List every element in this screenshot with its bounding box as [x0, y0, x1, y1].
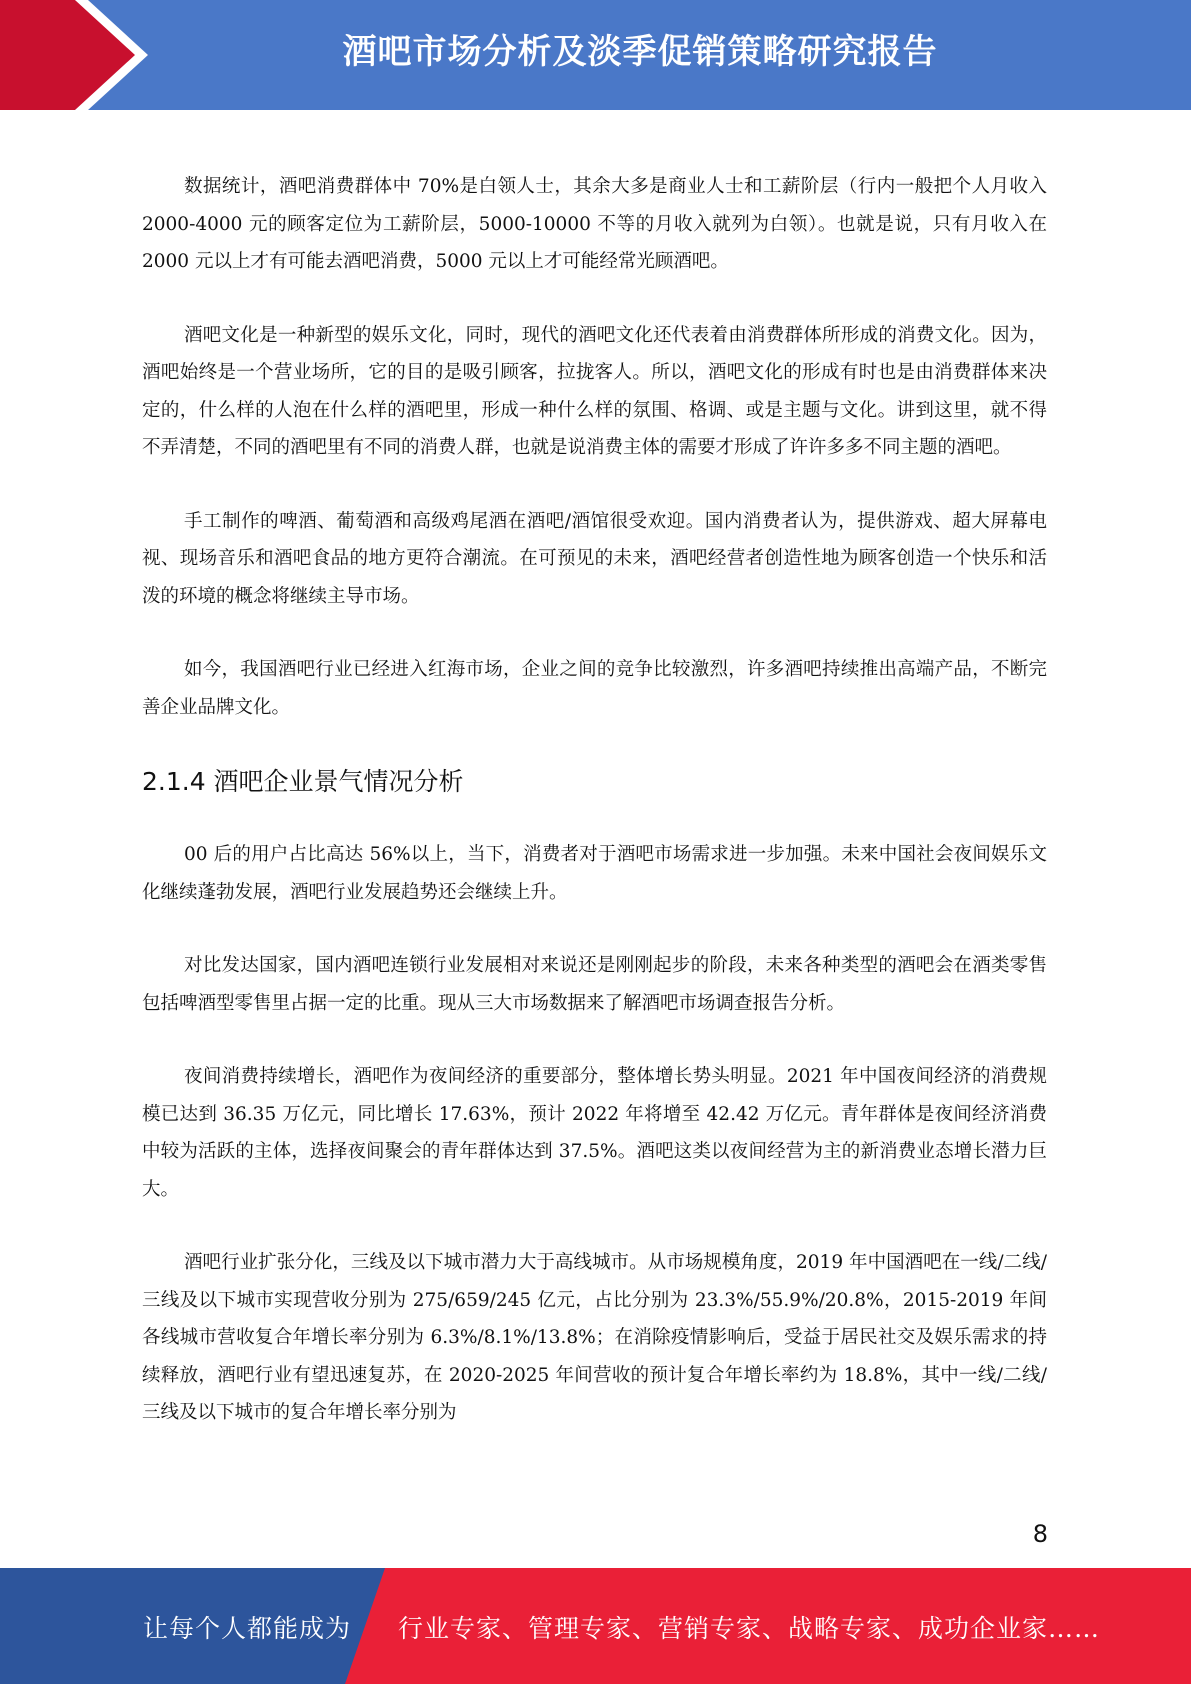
page-number: 8: [1032, 1520, 1048, 1548]
header-arrow-decoration: [0, 0, 160, 110]
body-paragraph: 手工制作的啤酒、葡萄酒和高级鸡尾酒在酒吧/酒馆很受欢迎。国内消费者认为，提供游戏、超大屏幕电视、现场音乐和酒吧食品的地方更符合潮流。在可预见的未来，酒吧经营者创造性地为顾客创造一个快乐和活泼的环境的概念将继续主导市场。: [142, 510, 1047, 607]
page-header: [0, 0, 1191, 110]
footer-slogan-left: 让每个人都能成为: [143, 1614, 352, 1643]
report-title: 酒吧市场分析及淡季促销策略研究报告: [342, 32, 938, 72]
body-paragraph: 酒吧行业扩张分化，三线及以下城市潜力大于高线城市。从市场规模角度，2019 年中国酒吧在一线/二线/三线及以下城市实现营收分别为 275/659/245 亿元，占比分别为 23.3%/55.9%/20.8%，2015-2019 年间各线城市营收复合年增长率分别为 6.3%/8.1%/13.8%；在消除疫情影响后，受益于居民社交及娱乐需求的持续释放，酒吧行业有望迅速复苏，在 2020-2025 年间营收的预计复合年增长率约为 18.8%，其中一线/二线/三线及以下城市的复合年增长率分别为: [142, 1252, 1047, 1423]
page-body: [142, 168, 1047, 1468]
body-paragraph: 00 后的用户占比高达 56%以上，当下，消费者对于酒吧市场需求进一步加强。未来中国社会夜间娱乐文化继续蓬勃发展，酒吧行业发展趋势还会继续上升。: [142, 844, 1047, 903]
body-paragraph: 酒吧文化是一种新型的娱乐文化，同时，现代的酒吧文化还代表着由消费群体所形成的消费文化。因为，酒吧始终是一个营业场所，它的目的是吸引顾客，拉拢客人。所以，酒吧文化的形成有时也是由消费群体来决定的，什么样的人泡在什么样的酒吧里，形成一种什么样的氛围、格调、或是主题与文化。讲到这里，就不得不弄清楚，不同的酒吧里有不同的消费人群，也就是说消费主体的需要才形成了许许多多不同主题的酒吧。: [142, 324, 1047, 458]
body-paragraph: 对比发达国家，国内酒吧连锁行业发展相对来说还是刚刚起步的阶段，未来各种类型的酒吧会在酒类零售包括啤酒型零售里占据一定的比重。现从三大市场数据来了解酒吧市场调查报告分析。: [142, 955, 1047, 1014]
body-paragraph: 数据统计，酒吧消费群体中 70%是白领人士，其余大多是商业人士和工薪阶层（行内一般把个人月收入 2000-4000 元的顾客定位为工薪阶层，5000-10000 不等的月收入就列为白领）。也就是说，只有月收入在 2000 元以上才有可能去酒吧消费，5000 元以上才可能经常光顾酒吧。: [142, 176, 1047, 272]
footer-slogan-right: 行业专家、管理专家、营销专家、战略专家、成功企业家……: [398, 1614, 1101, 1643]
page-footer: [0, 1568, 1191, 1684]
body-paragraph: 如今，我国酒吧行业已经进入红海市场，企业之间的竞争比较激烈，许多酒吧持续推出高端产品，不断完善企业品牌文化。: [142, 659, 1047, 718]
section-heading: 2.1.4 酒吧企业景气情况分析: [142, 767, 464, 796]
body-paragraph: 夜间消费持续增长，酒吧作为夜间经济的重要部分，整体增长势头明显。2021 年中国夜间经济的消费规模已达到 36.35 万亿元，同比增长 17.63%，预计 2022 年将增至 42.42 万亿元。青年群体是夜间经济消费中较为活跃的主体，选择夜间聚会的青年群体达到 37.5%。酒吧这类以夜间经营为主的新消费业态增长潜力巨大。: [142, 1066, 1047, 1200]
